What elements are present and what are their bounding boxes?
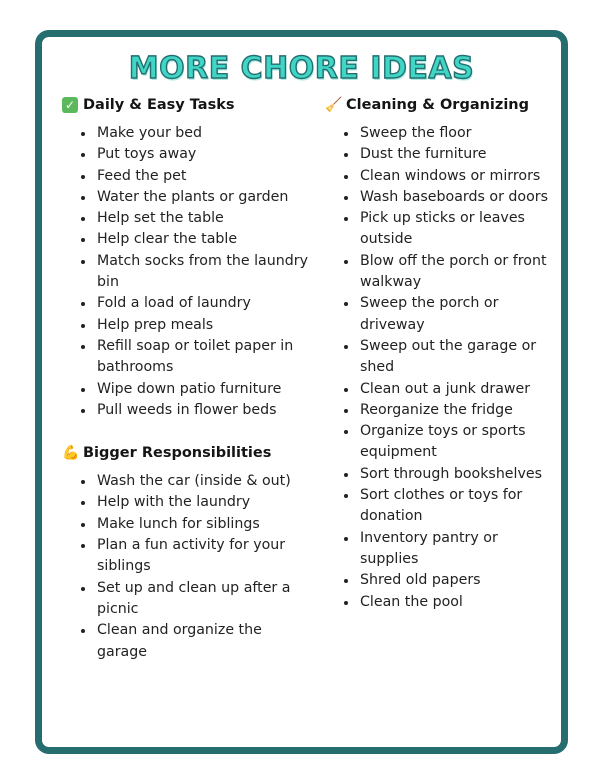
list-item: • Clean windows or mirrors — [358, 166, 555, 187]
list-item: • Sort through bookshelves — [358, 464, 555, 485]
list-item: • Pull weeds in flower beds — [95, 400, 312, 421]
section-heading-label: Cleaning & Organizing — [346, 97, 530, 113]
list-item: • Sort clothes or toys for donation — [358, 485, 555, 528]
list-item: • Plan a fun activity for your siblings — [95, 535, 312, 578]
list-item: • Wash baseboards or doors — [358, 187, 555, 208]
section-bigger-responsibilities — [62, 443, 312, 663]
list-item: • Water the plants or garden — [95, 187, 312, 208]
list-item: • Help prep meals — [95, 315, 312, 336]
flexed-biceps-icon: 💪 — [62, 445, 80, 462]
list-item: • Make your bed — [95, 123, 312, 144]
list-item: • Reorganize the fridge — [358, 400, 555, 421]
list-item: • Feed the pet — [95, 166, 312, 187]
list-item: • Dust the furniture — [358, 144, 555, 165]
list-item: • Set up and clean up after a picnic — [95, 578, 312, 621]
list-item: • Help set the table — [95, 208, 312, 229]
page-frame — [35, 30, 568, 754]
list-item: • Clean out a junk drawer — [358, 379, 555, 400]
section-cleaning-organizing — [325, 95, 555, 613]
list-item: • Sweep out the garage or shed — [358, 336, 555, 379]
broom-icon: 🧹 — [325, 97, 343, 113]
page-title: MORE CHORE IDEAS — [128, 51, 475, 86]
list-item: • Clean and organize the garage — [95, 620, 312, 663]
right-column — [325, 95, 555, 635]
list-item: • Sweep the floor — [358, 123, 555, 144]
cleaning-task-list — [325, 123, 555, 613]
list-item: • Pick up sticks or leaves outside — [358, 208, 555, 251]
list-item: • Make lunch for siblings — [95, 514, 312, 535]
section-daily-tasks — [62, 95, 312, 421]
list-item: • Match socks from the laundry bin — [95, 251, 312, 294]
section-heading — [62, 443, 312, 463]
list-item: • Clean the pool — [358, 592, 555, 613]
section-heading — [325, 95, 555, 115]
list-item: • Sweep the porch or driveway — [358, 293, 555, 336]
list-item: • Help clear the table — [95, 229, 312, 250]
section-heading-label: Bigger Responsibilities — [83, 445, 272, 462]
list-item: • Refill soap or toilet paper in bathrooms — [95, 336, 312, 379]
bigger-responsibilities-list — [62, 471, 312, 663]
list-item: • Put toys away — [95, 144, 312, 165]
list-item: • Wipe down patio furniture — [95, 379, 312, 400]
daily-task-list — [62, 123, 312, 421]
list-item: • Shred old papers — [358, 570, 555, 591]
left-column — [62, 95, 312, 685]
list-item: • Help with the laundry — [95, 492, 312, 513]
list-item: • Inventory pantry or supplies — [358, 528, 555, 571]
list-item: • Fold a load of laundry — [95, 293, 312, 314]
list-item: • Organize toys or sports equipment — [358, 421, 555, 464]
section-heading — [62, 95, 312, 115]
list-item: • Wash the car (inside & out) — [95, 471, 312, 492]
check-mark-icon: ✓ — [62, 97, 78, 113]
section-heading-label: Daily & Easy Tasks — [83, 97, 235, 113]
list-item: • Blow off the porch or front walkway — [358, 251, 555, 294]
